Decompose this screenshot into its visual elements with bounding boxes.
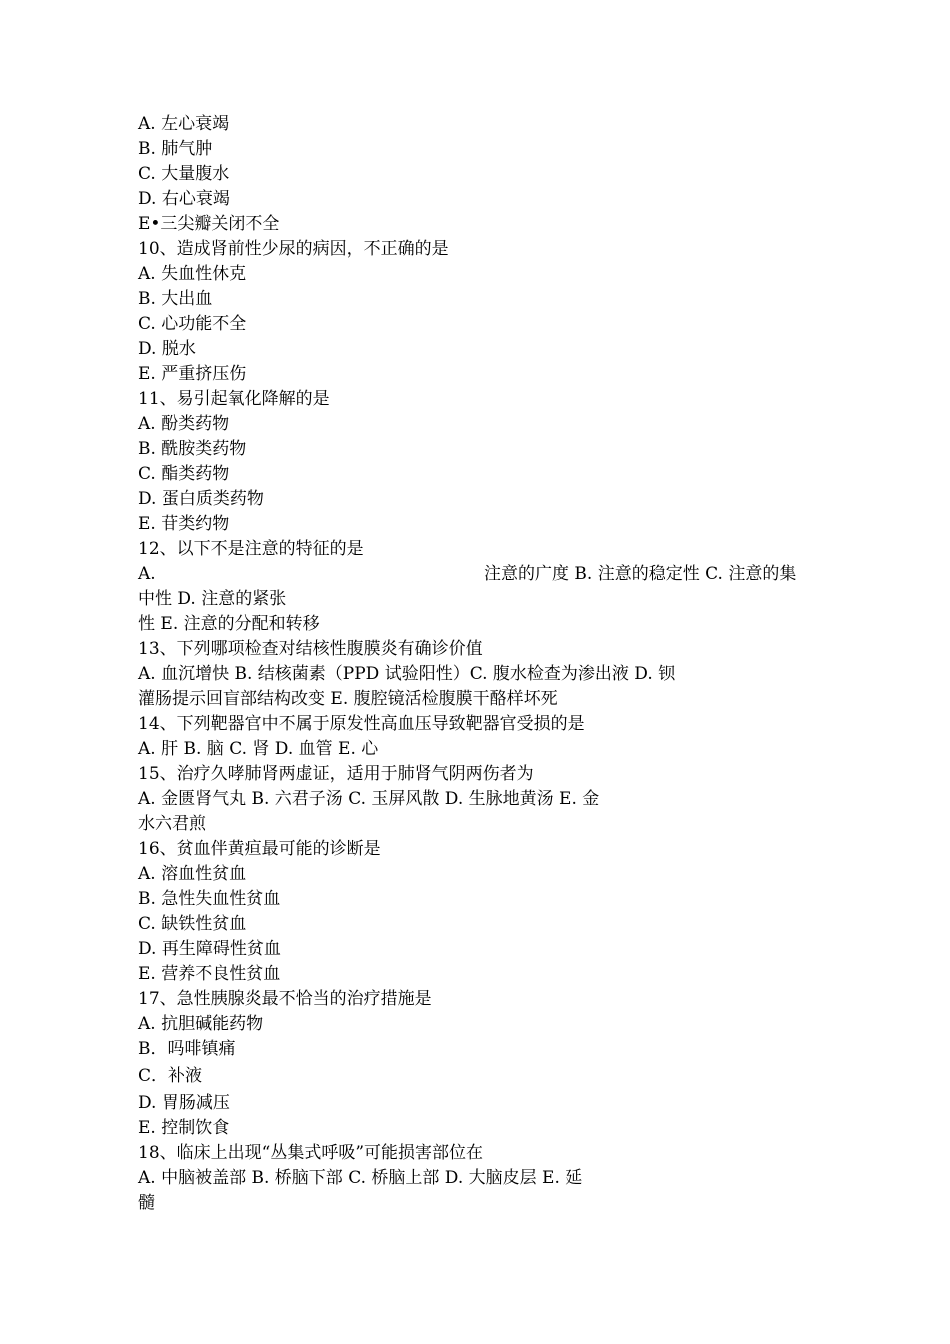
option-line: A. 血沉增快 B. 结核菌素（PPD 试验阳性）C. 腹水检查为渗出液 D. 钡 bbox=[138, 664, 676, 684]
option-line: 水六君煎 bbox=[138, 814, 206, 834]
question-16: 16、贫血伴黄疸最可能的诊断是 bbox=[138, 839, 381, 859]
question-10: 10、造成肾前性少尿的病因，不正确的是 bbox=[138, 239, 449, 259]
option-line: B．吗啡镇痛 bbox=[138, 1039, 236, 1059]
option-line: D. 脱水 bbox=[138, 339, 196, 359]
question-18: 18、临床上出现“丛集式呼吸”可能损害部位在 bbox=[138, 1143, 484, 1163]
option-line: C. 大量腹水 bbox=[138, 164, 230, 184]
option-line: A. 抗胆碱能药物 bbox=[138, 1014, 264, 1034]
option-line: D. 右心衰竭 bbox=[138, 189, 230, 209]
option-line: E. 严重挤压伤 bbox=[138, 364, 247, 384]
option-line-split bbox=[138, 562, 838, 587]
option-line: A. 左心衰竭 bbox=[138, 114, 230, 134]
question-14: 14、下列靶器官中不属于原发性高血压导致靶器官受损的是 bbox=[138, 714, 585, 734]
option-line: C．补液 bbox=[138, 1066, 203, 1086]
option-line: A. 失血性休克 bbox=[138, 264, 247, 284]
option-line: 中性 D. 注意的紧张 bbox=[138, 589, 287, 609]
option-line: C. 心功能不全 bbox=[138, 314, 247, 334]
option-line: B. 肺气肿 bbox=[138, 139, 213, 159]
question-13: 13、下列哪项检查对结核性腹膜炎有确诊价值 bbox=[138, 639, 483, 659]
question-12: 12、以下不是注意的特征的是 bbox=[138, 539, 364, 559]
option-line: E. 营养不良性贫血 bbox=[138, 964, 281, 984]
option-line: B. 急性失血性贫血 bbox=[138, 889, 281, 909]
option-line: C. 酯类药物 bbox=[138, 464, 230, 484]
question-11: 11、易引起氧化降解的是 bbox=[138, 389, 330, 409]
question-15: 15、治疗久哮肺肾两虚证，适用于肺肾气阴两伤者为 bbox=[138, 764, 534, 784]
option-line: 性 E. 注意的分配和转移 bbox=[138, 614, 320, 634]
option-line: 灌肠提示回盲部结构改变 E. 腹腔镜活检腹膜干酪样坏死 bbox=[138, 689, 558, 709]
option-line: B. 酰胺类药物 bbox=[138, 439, 247, 459]
option-line: A. 溶血性贫血 bbox=[138, 864, 247, 884]
option-line: A. 中脑被盖部 B. 桥脑下部 C. 桥脑上部 D. 大脑皮层 E. 延 bbox=[138, 1168, 583, 1188]
option-line: A. 金匮肾气丸 B. 六君子汤 C. 玉屏风散 D. 生脉地黄汤 E. 金 bbox=[138, 789, 600, 809]
option-line: A. 肝 B. 脑 C. 肾 D. 血管 E. 心 bbox=[138, 739, 379, 759]
option-line: A. 酚类药物 bbox=[138, 414, 230, 434]
option-line: D. 蛋白质类药物 bbox=[138, 489, 264, 509]
option-line: D. 胃肠减压 bbox=[138, 1093, 230, 1113]
option-text: 注意的广度 B. 注意的稳定性 C. 注意的集 bbox=[484, 564, 797, 584]
option-label: A. bbox=[138, 564, 156, 584]
option-line: E•三尖瓣关闭不全 bbox=[138, 214, 280, 234]
option-line: E. 控制饮食 bbox=[138, 1118, 230, 1138]
option-line: 髓 bbox=[138, 1193, 155, 1213]
option-line: E. 苷类约物 bbox=[138, 514, 230, 534]
option-line: B. 大出血 bbox=[138, 289, 213, 309]
option-line: D. 再生障碍性贫血 bbox=[138, 939, 281, 959]
question-17: 17、急性胰腺炎最不恰当的治疗措施是 bbox=[138, 989, 432, 1009]
option-line: C. 缺铁性贫血 bbox=[138, 914, 247, 934]
